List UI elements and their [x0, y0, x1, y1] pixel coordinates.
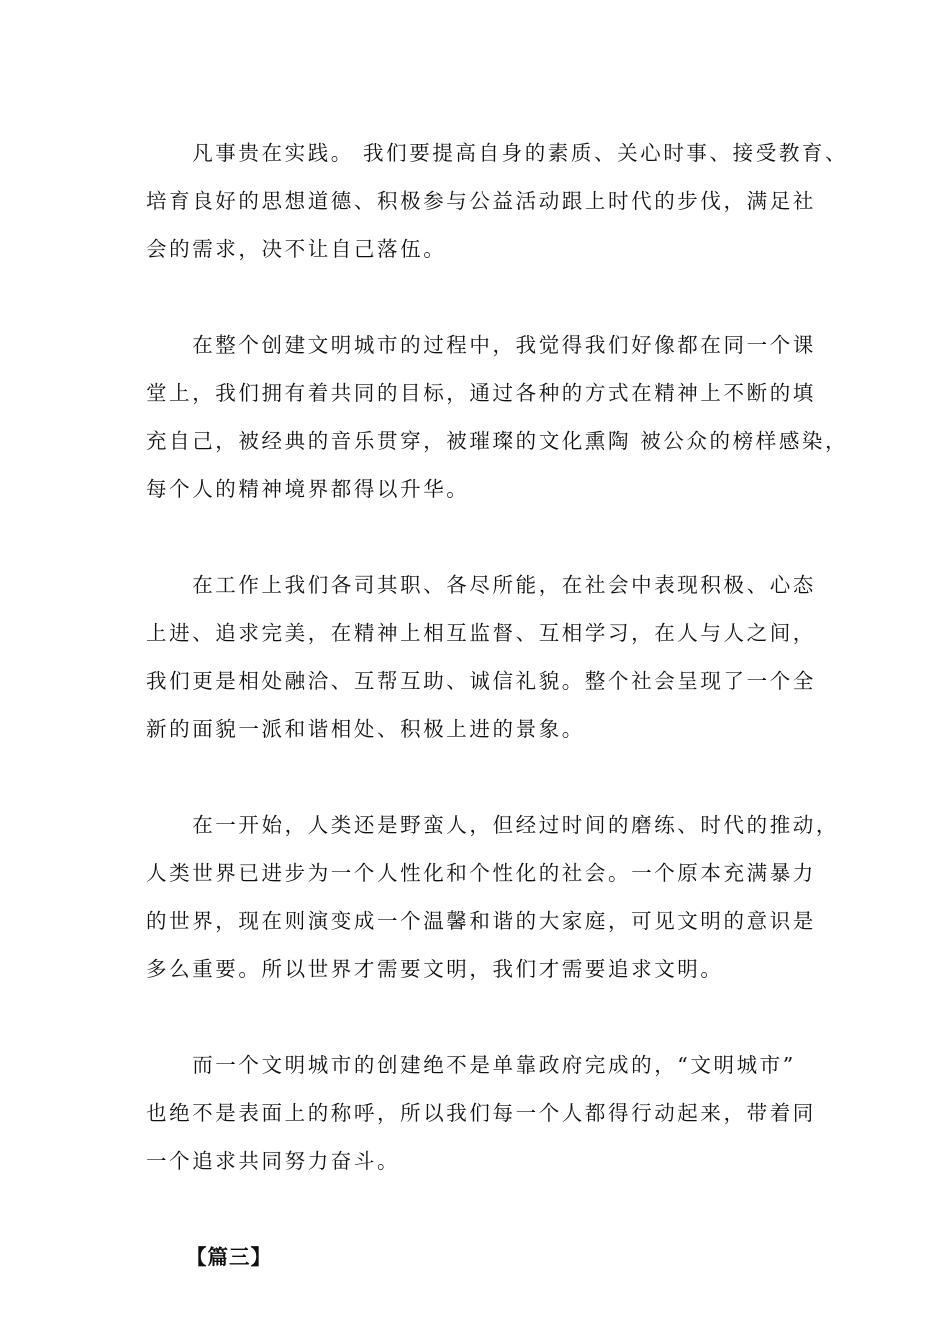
paragraph-gap — [146, 993, 836, 1041]
paragraph-gap — [146, 753, 836, 801]
document-body — [146, 129, 849, 1281]
text-line: 凡事贵在实践。 我们要提高自身的素质、关心时事、接受教育、 — [146, 141, 849, 165]
text-line: 新的面貌一派和谐相处、积极上进的景象。 — [146, 717, 585, 741]
text-line: 我们更是相处融洽、互帮互助、诚信礼貌。整个社会呈现了一个全 — [146, 669, 816, 693]
text-line: 的世界，现在则演变成一个温馨和谐的大家庭，可见文明的意识是 — [146, 909, 816, 933]
text-line: 在一开始，人类还是野蛮人，但经过时间的磨练、时代的推动， — [146, 813, 839, 837]
text-line: 而一个文明城市的创建绝不是单靠政府完成的，“文明城市” — [146, 1053, 796, 1077]
text-line: 在工作上我们各司其职、各尽所能，在社会中表现积极、心态 — [146, 573, 816, 597]
paragraph-gap — [146, 513, 836, 561]
text-line: 多么重要。所以世界才需要文明，我们才需要追求文明。 — [146, 957, 724, 981]
paragraph-gap — [146, 1185, 836, 1233]
paragraph-gap — [146, 273, 836, 321]
text-line: 人类世界已进步为一个人性化和个性化的社会。一个原本充满暴力 — [146, 861, 816, 885]
paragraph-everyone-acts — [146, 1041, 836, 1185]
paragraph-human-civilization — [146, 801, 839, 993]
text-line: 每个人的精神境界都得以升华。 — [146, 477, 470, 501]
text-line: 上进、追求完美，在精神上相互监督、互相学习，在人与人之间， — [146, 621, 816, 645]
text-line: 一个追求共同努力奋斗。 — [146, 1149, 401, 1173]
text-line: 在整个创建文明城市的过程中，我觉得我们好像都在同一个课 — [146, 333, 816, 357]
paragraph-work-society — [146, 561, 836, 753]
text-line: 会的需求，决不让自己落伍。 — [146, 237, 447, 261]
text-line: 堂上，我们拥有着共同的目标，通过各种的方式在精神上不断的填 — [146, 381, 816, 405]
paragraph-civilized-city-process — [146, 321, 849, 513]
text-line: 充自己，被经典的音乐贯穿，被璀璨的文化熏陶 被公众的榜样感染， — [146, 429, 849, 453]
text-line: 培育良好的思想道德、积极参与公益活动跟上时代的步伐，满足社 — [146, 189, 816, 213]
section-heading: 【篇三】 — [186, 1245, 272, 1269]
paragraph-practice — [146, 129, 849, 273]
text-line: 也绝不是表面上的称呼，所以我们每一个人都得行动起来，带着同 — [146, 1101, 816, 1125]
